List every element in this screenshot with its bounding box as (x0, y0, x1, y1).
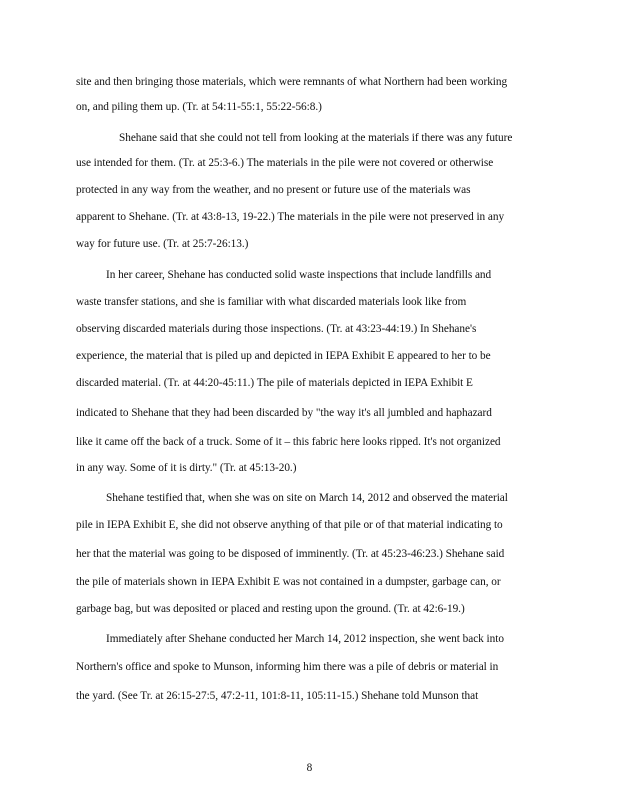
text-line: way for future use. (Tr. at 25:7-26:13.) (76, 238, 249, 250)
paragraph-first-line: Immediately after Shehane conducted her March 14, 2012 inspection, she went back into (106, 633, 504, 645)
text-line: waste transfer stations, and she is familiar with what discarded materials look like from (76, 296, 467, 308)
text-line: like it came off the back of a truck. Some of it – this fabric here looks ripped. It's not organized (76, 436, 501, 448)
text-line: protected in any way from the weather, and no present or future use of the materials was (76, 184, 471, 196)
text-line: pile in IEPA Exhibit E, she did not observe anything of that pile or of that material indicating to (76, 519, 503, 531)
paragraph-first-line: Shehane said that she could not tell from looking at the materials if there was any future (119, 132, 513, 144)
text-line: garbage bag, but was deposited or placed and resting upon the ground. (Tr. at 42:6-19.) (76, 603, 465, 615)
text-line: experience, the material that is piled up and depicted in IEPA Exhibit E appeared to her to be (76, 350, 491, 362)
text-line: use intended for them. (Tr. at 25:3-6.) The materials in the pile were not covered or otherwise (76, 157, 494, 169)
paragraph-first-line: Shehane testified that, when she was on site on March 14, 2012 and observed the material (106, 492, 508, 504)
text-line: site and then bringing those materials, which were remnants of what Northern had been working (76, 76, 508, 88)
text-line: the pile of materials shown in IEPA Exhibit E was not contained in a dumpster, garbage can, or (76, 576, 501, 588)
text-line: discarded material. (Tr. at 44:20-45:11.) The pile of materials depicted in IEPA Exhibit E (76, 377, 473, 389)
text-line: her that the material was going to be disposed of imminently. (Tr. at 45:23-46:23.) Shehane said (76, 548, 505, 560)
text-line: apparent to Shehane. (Tr. at 43:8-13, 19-22.) The materials in the pile were not preserved in any (76, 211, 505, 223)
text-line: indicated to Shehane that they had been discarded by "the way it's all jumbled and haphazard (76, 407, 492, 419)
text-line: observing discarded materials during those inspections. (Tr. at 43:23-44:19.) In Shehane's (76, 323, 477, 335)
text-line: the yard. (See Tr. at 26:15-27:5, 47:2-11, 101:8-11, 105:11-15.) Shehane told Munson that (76, 690, 479, 702)
text-line: on, and piling them up. (Tr. at 54:11-55:1, 55:22-56:8.) (76, 101, 322, 113)
text-line: Northern's office and spoke to Munson, informing him there was a pile of debris or material in (76, 661, 499, 673)
paragraph-first-line: In her career, Shehane has conducted solid waste inspections that include landfills and (106, 269, 492, 281)
page-number: 8 (306, 762, 313, 774)
text-line: in any way. Some of it is dirty." (Tr. at 45:13-20.) (76, 462, 297, 474)
